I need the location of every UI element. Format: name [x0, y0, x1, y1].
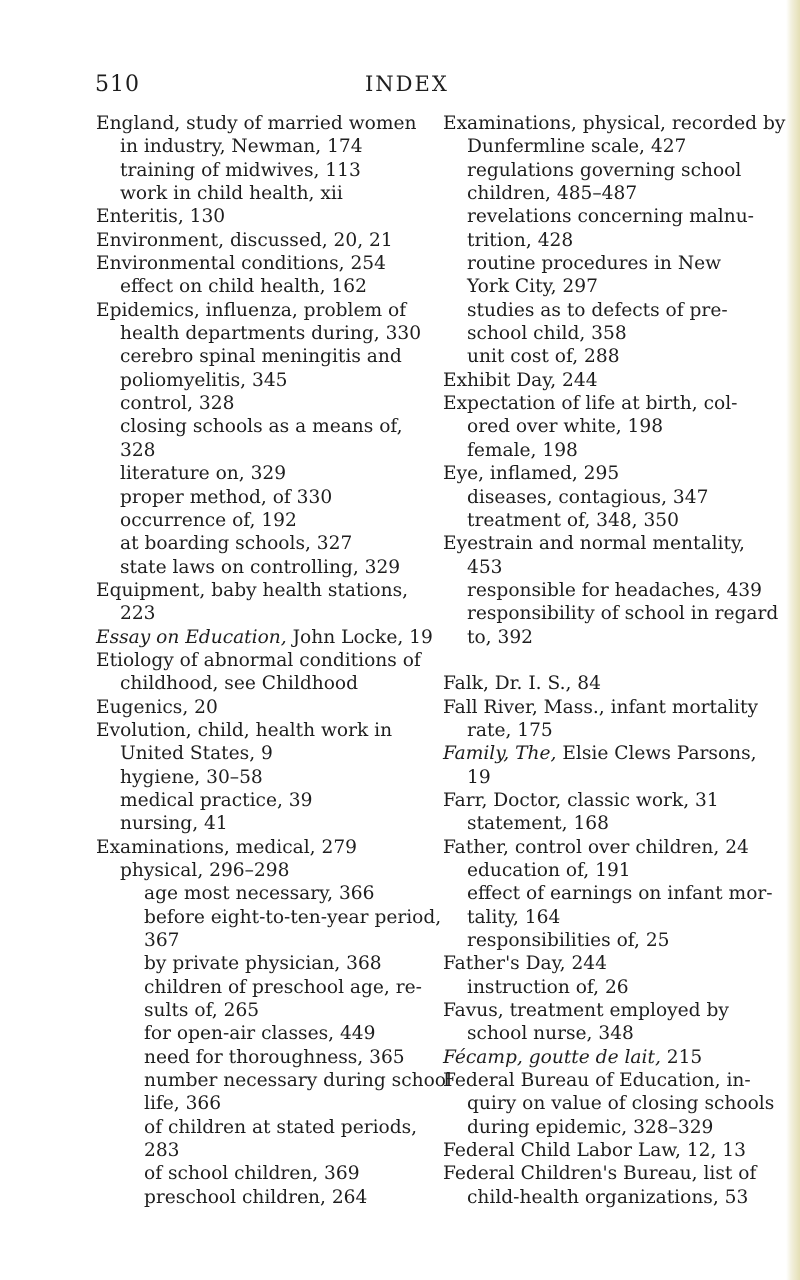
index-subentry: rate, 175 — [467, 719, 553, 741]
index-subentry: need for thoroughness, 365 — [144, 1046, 405, 1068]
index-entry: England, study of married women — [96, 113, 417, 134]
index-subentry: routine procedures in New — [467, 253, 722, 275]
index-subentry: childhood, see Childhood — [120, 673, 358, 695]
index-entry — [443, 742, 757, 765]
index-entry: Environmental conditions, 254 — [96, 253, 386, 275]
index-subentry: regulations governing school — [467, 159, 742, 181]
index-subentry: work in child health, xii — [120, 183, 343, 205]
index-subentry: responsibility of school in regard — [467, 603, 779, 625]
index-subentry: training of midwives, 113 — [120, 159, 361, 181]
index-entry: Eyestrain and normal mentality, — [443, 533, 745, 555]
index-subentry: studies as to defects of pre- — [467, 299, 728, 321]
index-entry: Etiology of abnormal conditions of — [96, 649, 421, 671]
index-subentry: ored over white, 198 — [467, 416, 664, 438]
index-entry-title-italic: Family, The, — [443, 743, 557, 765]
index-subentry: 367 — [144, 930, 180, 952]
index-entry: Evolution, child, health work in — [96, 719, 393, 741]
index-subentry: children of preschool age, re- — [144, 976, 422, 998]
index-entry — [443, 1046, 743, 1069]
index-subentry: unit cost of, 288 — [467, 346, 620, 368]
index-subentry: physical, 296–298 — [120, 860, 290, 881]
index-subentry: 453 — [467, 556, 503, 578]
index-entry: Fall River, Mass., infant mortality — [443, 696, 758, 718]
index-subentry: diseases, contagious, 347 — [467, 486, 709, 508]
index-subentry: poliomyelitis, 345 — [120, 369, 288, 391]
index-subentry: York City, 297 — [467, 276, 598, 298]
index-subentry: education of, 191 — [467, 860, 631, 881]
index-entry: Equipment, baby health stations, — [96, 579, 409, 601]
index-entry — [96, 626, 433, 649]
index-entry: Falk, Dr. I. S., 84 — [443, 673, 601, 695]
index-subentry: proper method, of 330 — [120, 486, 333, 508]
index-subentry: revelations concerning malnu- — [467, 206, 754, 228]
index-subentry: closing schools as a means of, — [120, 416, 403, 438]
index-column-left — [96, 112, 452, 1209]
index-subentry: by private physician, 368 — [144, 953, 382, 975]
index-subentry: school nurse, 348 — [467, 1023, 634, 1045]
index-subentry: occurrence of, 192 — [120, 509, 297, 531]
index-subentry: 19 — [467, 766, 491, 788]
page-edge-shadow — [786, 0, 800, 1280]
index-entry: Eugenics, 20 — [96, 696, 218, 718]
index-subentry: 223 — [120, 603, 156, 625]
index-subentry: instruction of, 26 — [467, 976, 629, 998]
index-entry-text: John Locke, 19 — [286, 626, 433, 648]
index-entry: Environment, discussed, 20, 21 — [96, 229, 393, 251]
index-subentry: school child, 358 — [467, 323, 627, 345]
index-subentry: female, 198 — [467, 439, 578, 461]
index-subentry: statement, 168 — [467, 813, 609, 835]
index-subentry: age most necessary, 366 — [144, 883, 375, 905]
index-subentry: cerebro spinal meningitis and — [120, 346, 402, 368]
index-entry: Federal Bureau of Education, in- — [443, 1070, 751, 1092]
index-entry: Federal Child Labor Law, 12, 13 — [443, 1140, 746, 1162]
index-subentry: responsible for headaches, 439 — [467, 579, 762, 601]
index-subentry: during epidemic, 328–329 — [467, 1116, 714, 1138]
index-subentry: before eight-to-ten-year period, — [144, 906, 442, 928]
index-subentry: of school children, 369 — [144, 1163, 360, 1185]
index-entry: Father's Day, 244 — [443, 953, 607, 975]
index-subentry: trition, 428 — [467, 229, 574, 251]
index-subentry: of children at stated periods, — [144, 1116, 418, 1138]
page-header — [0, 72, 800, 102]
index-subentry: for open-air classes, 449 — [144, 1023, 376, 1045]
index-entry: Epidemics, influenza, problem of — [96, 299, 407, 321]
index-subentry: number necessary during school — [144, 1070, 452, 1092]
index-subentry: treatment of, 348, 350 — [467, 509, 679, 531]
index-section-gap — [443, 649, 743, 672]
index-subentry: child-health organizations, 53 — [467, 1186, 749, 1208]
index-subentry: hygiene, 30–58 — [120, 766, 263, 788]
index-subentry: responsibilities of, 25 — [467, 930, 670, 952]
index-entry: Examinations, physical, recorded by — [443, 113, 786, 134]
index-subentry: at boarding schools, 327 — [120, 533, 353, 555]
index-subentry: quiry on value of closing schools — [467, 1093, 775, 1115]
index-subentry: United States, 9 — [120, 743, 273, 765]
index-entry-title-italic: Essay on Education, — [96, 626, 287, 648]
index-entry: Examinations, medical, 279 — [96, 836, 357, 858]
index-subentry: 328 — [120, 439, 156, 461]
running-head-title: INDEX — [365, 72, 449, 96]
index-subentry: sults of, 265 — [144, 1000, 260, 1022]
index-entry: Expectation of life at birth, col- — [443, 393, 738, 415]
index-subentry: state laws on controlling, 329 — [120, 556, 401, 578]
index-entry: Father, control over children, 24 — [443, 836, 749, 858]
index-subentry: medical practice, 39 — [120, 789, 313, 811]
index-subentry: tality, 164 — [467, 906, 561, 928]
index-subentry: 283 — [144, 1140, 180, 1162]
index-entry: Enteritis, 130 — [96, 206, 226, 228]
index-entry: Favus, treatment employed by — [443, 1000, 729, 1022]
index-entry: Farr, Doctor, classic work, 31 — [443, 789, 719, 811]
index-column-right — [443, 112, 786, 1209]
index-subentry: literature on, 329 — [120, 463, 287, 485]
index-entry: Federal Children's Bureau, list of — [443, 1163, 757, 1185]
index-entry-title-italic: Fécamp, goutte de lait, — [443, 1046, 661, 1068]
page-number: 510 — [95, 72, 140, 97]
index-subentry: preschool children, 264 — [144, 1186, 368, 1208]
index-subentry: effect on child health, 162 — [120, 276, 367, 298]
index-subentry: Dunfermline scale, 427 — [467, 136, 687, 158]
index-entry: Exhibit Day, 244 — [443, 369, 598, 391]
index-subentry: control, 328 — [120, 393, 235, 415]
index-subentry: children, 485–487 — [467, 183, 638, 205]
index-subentry: effect of earnings on infant mor- — [467, 883, 773, 905]
index-subentry: health departments during, 330 — [120, 323, 422, 345]
index-subentry: to, 392 — [467, 626, 533, 648]
index-entry-text: Elsie Clews Parsons, — [556, 743, 757, 765]
index-subentry: nursing, 41 — [120, 813, 228, 835]
index-entry: Eye, inflamed, 295 — [443, 463, 620, 485]
index-entry-text: 215 — [660, 1046, 703, 1068]
index-subentry: in industry, Newman, 174 — [120, 136, 363, 158]
index-subentry: life, 366 — [144, 1093, 222, 1115]
